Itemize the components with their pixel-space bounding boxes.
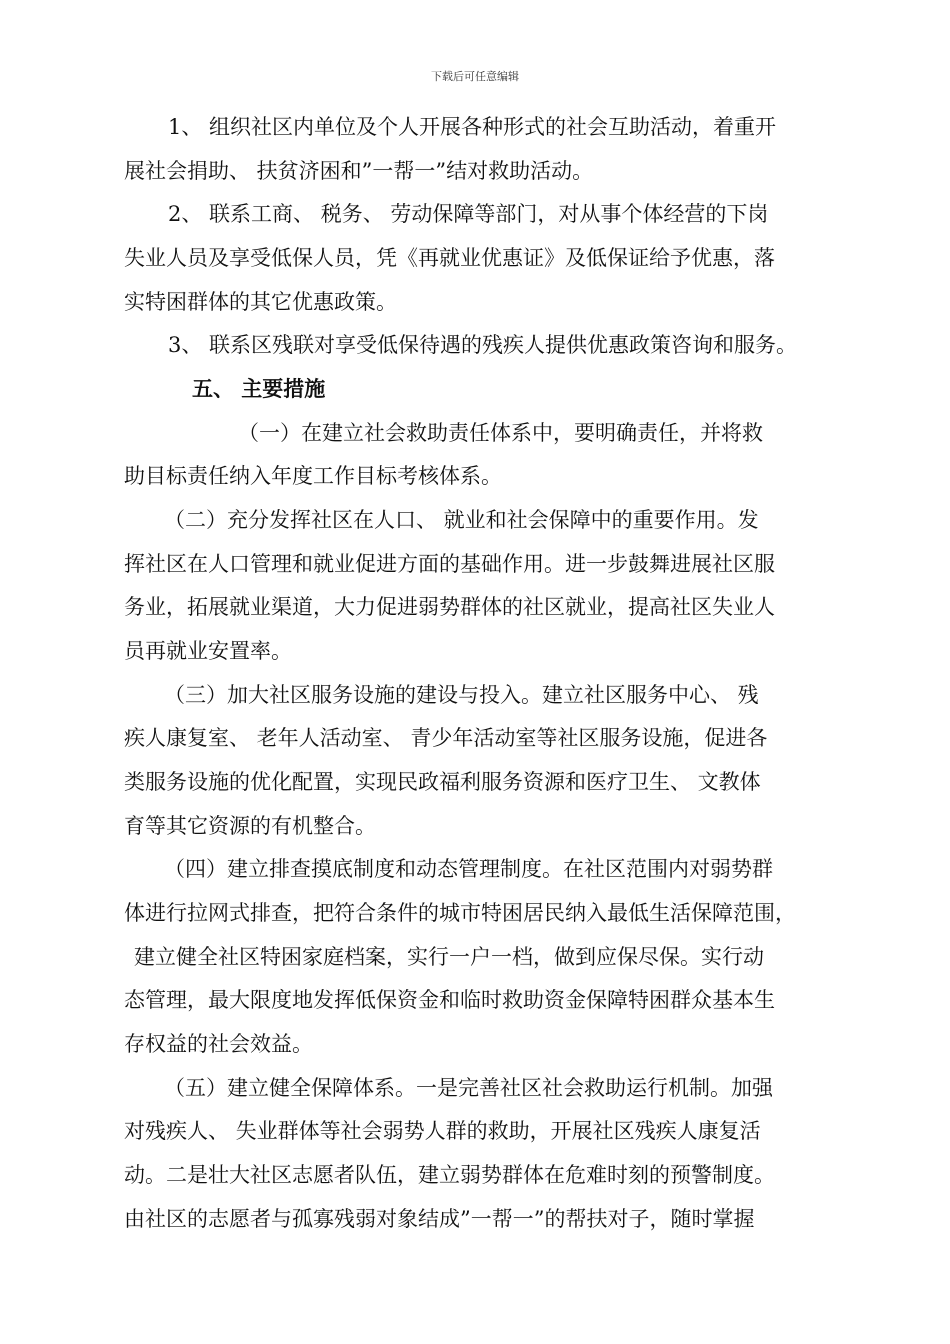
- page-header: 下载后可任意编辑: [431, 70, 519, 83]
- paragraph-line: 展社会捐助、 扶贫济困和”一帮一”结对救助活动。: [124, 159, 594, 183]
- paragraph-line: 实特困群体的其它优惠政策。: [124, 290, 397, 314]
- paragraph-line: 对残疾人、 失业群体等社会弱势人群的救助，开展社区残疾人康复活: [124, 1119, 761, 1143]
- paragraph-line: 类服务设施的优化配置，实现民政福利服务资源和医疗卫生、 文教体: [124, 770, 761, 794]
- paragraph-line: 失业人员及享受低保人员，凭《再就业优惠证》及低保证给予优惠，落: [124, 246, 775, 270]
- paragraph-line: （四）建立排查摸底制度和动态管理制度。在社区范围内对弱势群: [164, 857, 773, 881]
- paragraph-line: （二）充分发挥社区在人口、 就业和社会保障中的重要作用。发: [164, 508, 759, 532]
- paragraph-line: 助目标责任纳入年度工作目标考核体系。: [124, 464, 502, 488]
- paragraph-line: 育等其它资源的有机整合。: [124, 814, 376, 838]
- paragraph-line: 由社区的志愿者与孤寡残弱对象结成”一帮一”的帮扶对子，随时掌握: [124, 1207, 755, 1231]
- section-heading: 五、 主要措施: [192, 377, 326, 401]
- paragraph-line: 员再就业安置率。: [124, 639, 292, 663]
- paragraph-line: 存权益的社会效益。: [124, 1032, 313, 1056]
- paragraph-line: 挥社区在人口管理和就业促进方面的基础作用。进一步鼓舞进展社区服: [124, 552, 775, 576]
- paragraph-line: 1、 组织社区内单位及个人开展各种形式的社会互助活动，着重开: [168, 115, 777, 139]
- paragraph-line: 3、 联系区残联对享受低保待遇的残疾人提供优惠政策咨询和服务。: [168, 333, 798, 357]
- paragraph-line: （五）建立健全保障体系。一是完善社区社会救助运行机制。加强: [164, 1076, 773, 1100]
- paragraph-line: 体进行拉网式排查，把符合条件的城市特困居民纳入最低生活保障范围，: [124, 901, 796, 925]
- paragraph-line: 疾人康复室、 老年人活动室、 青少年活动室等社区服务设施，促进各: [124, 726, 768, 750]
- paragraph-line: 2、 联系工商、 税务、 劳动保障等部门，对从事个体经营的下岗: [168, 202, 769, 226]
- paragraph-line: 务业，拓展就业渠道，大力促进弱势群体的社区就业，提高社区失业人: [124, 595, 775, 619]
- paragraph-line: 态管理，最大限度地发挥低保资金和临时救助资金保障特困群众基本生: [124, 988, 775, 1012]
- paragraph-line: 建立健全社区特困家庭档案，实行一户一档，做到应保尽保。实行动: [134, 945, 764, 969]
- paragraph-line: （三）加大社区服务设施的建设与投入。建立社区服务中心、 残: [164, 683, 759, 707]
- paragraph-line: 动。二是壮大社区志愿者队伍，建立弱势群体在危难时刻的预警制度。: [124, 1163, 775, 1187]
- paragraph-line: （一）在建立社会救助责任体系中，要明确责任，并将救: [238, 421, 763, 445]
